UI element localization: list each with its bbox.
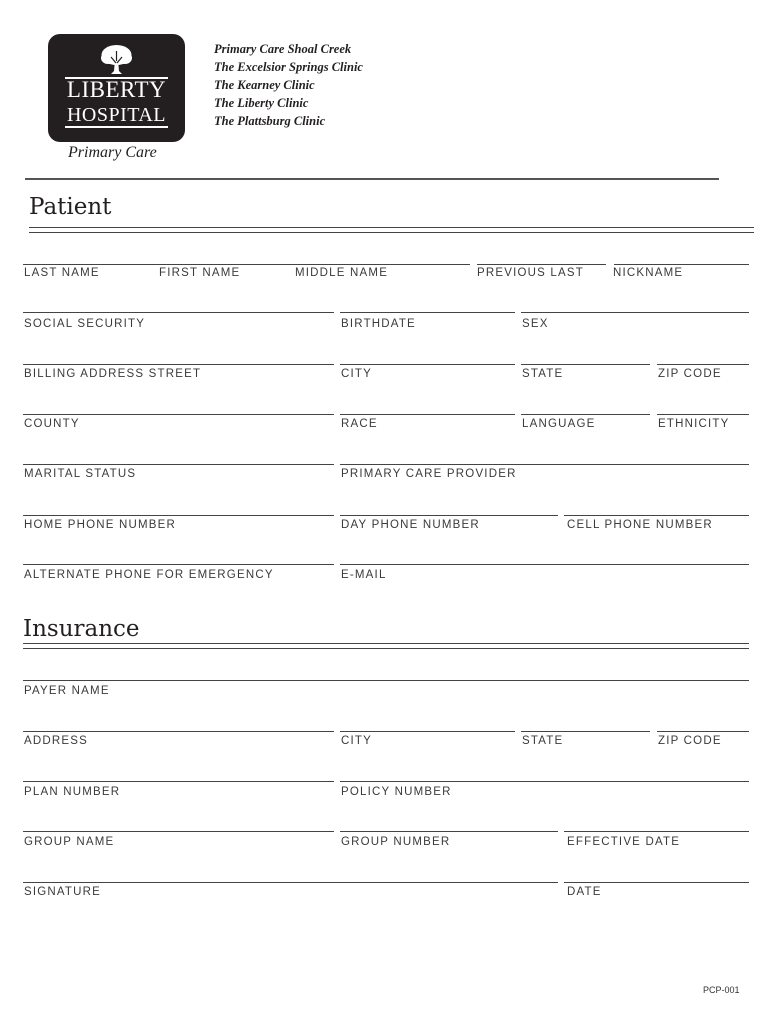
- ethnicity-label: ETHNICITY: [658, 418, 730, 430]
- group-name-field[interactable]: [23, 831, 334, 832]
- logo-line1: LIBERTY: [66, 77, 167, 102]
- name-field[interactable]: [23, 264, 470, 265]
- birthdate-label: BIRTHDATE: [341, 318, 416, 330]
- alternate-phone-label: ALTERNATE PHONE FOR EMERGENCY: [24, 569, 274, 581]
- insurance-state-label: STATE: [522, 735, 564, 747]
- day-phone-field[interactable]: [340, 515, 558, 516]
- clinic-item: The Kearney Clinic: [214, 78, 315, 92]
- city-field[interactable]: [340, 364, 515, 365]
- insurance-city-label: CITY: [341, 735, 372, 747]
- group-number-label: GROUP NUMBER: [341, 836, 451, 848]
- plan-number-label: PLAN NUMBER: [24, 786, 121, 798]
- clinic-item: The Liberty Clinic: [214, 96, 309, 110]
- alternate-phone-field[interactable]: [23, 564, 334, 565]
- insurance-state-field[interactable]: [521, 731, 650, 732]
- state-label: STATE: [522, 368, 564, 380]
- billing-street-label: BILLING ADDRESS STREET: [24, 368, 202, 380]
- primary-care-provider-label: PRIMARY CARE PROVIDER: [341, 468, 517, 480]
- zip-label: ZIP CODE: [658, 368, 722, 380]
- insurance-address-field[interactable]: [23, 731, 334, 732]
- marital-status-field[interactable]: [23, 464, 334, 465]
- previous-last-label: PREVIOUS LAST: [477, 267, 584, 279]
- effective-date-field[interactable]: [564, 831, 749, 832]
- insurance-city-field[interactable]: [340, 731, 515, 732]
- insurance-zip-field[interactable]: [657, 731, 749, 732]
- race-field[interactable]: [340, 414, 515, 415]
- insurance-section-title: Insurance: [23, 616, 140, 642]
- middle-name-label: MIDDLE NAME: [295, 267, 389, 279]
- insurance-title-rule: [23, 643, 749, 649]
- clinic-list: [214, 40, 363, 130]
- social-security-field[interactable]: [23, 312, 334, 313]
- last-name-label: LAST NAME: [24, 267, 100, 279]
- marital-status-label: MARITAL STATUS: [24, 468, 137, 480]
- sex-field[interactable]: [521, 312, 749, 313]
- logo-subtitle: Primary Care: [68, 144, 157, 161]
- logo-rule-bottom: [65, 126, 168, 128]
- birthdate-field[interactable]: [340, 312, 515, 313]
- billing-street-field[interactable]: [23, 364, 334, 365]
- group-number-field[interactable]: [340, 831, 558, 832]
- date-field[interactable]: [564, 882, 749, 883]
- home-phone-label: HOME PHONE NUMBER: [24, 519, 177, 531]
- social-security-label: SOCIAL SECURITY: [24, 318, 146, 330]
- cell-phone-field[interactable]: [564, 515, 749, 516]
- nickname-field[interactable]: [614, 264, 749, 265]
- plan-number-field[interactable]: [23, 781, 334, 782]
- county-field[interactable]: [23, 414, 334, 415]
- cell-phone-label: CELL PHONE NUMBER: [567, 519, 713, 531]
- liberty-hospital-logo: [48, 34, 185, 142]
- payer-name-field[interactable]: [23, 680, 749, 681]
- county-label: COUNTY: [24, 418, 80, 430]
- home-phone-field[interactable]: [23, 515, 334, 516]
- nickname-label: NICKNAME: [613, 267, 684, 279]
- state-field[interactable]: [521, 364, 650, 365]
- email-label: E-MAIL: [341, 569, 387, 581]
- zip-field[interactable]: [657, 364, 749, 365]
- signature-field[interactable]: [23, 882, 558, 883]
- clinic-item: Primary Care Shoal Creek: [214, 42, 352, 56]
- insurance-zip-label: ZIP CODE: [658, 735, 722, 747]
- previous-last-field[interactable]: [477, 264, 606, 265]
- language-label: LANGUAGE: [522, 418, 596, 430]
- insurance-address-label: ADDRESS: [24, 735, 88, 747]
- logo-line2: HOSPITAL: [66, 104, 167, 126]
- ethnicity-field[interactable]: [657, 414, 749, 415]
- language-field[interactable]: [521, 414, 650, 415]
- race-label: RACE: [341, 418, 378, 430]
- signature-label: SIGNATURE: [24, 886, 102, 898]
- first-name-label: FIRST NAME: [159, 267, 241, 279]
- policy-number-field[interactable]: [340, 781, 749, 782]
- policy-number-label: POLICY NUMBER: [341, 786, 452, 798]
- email-field[interactable]: [340, 564, 749, 565]
- group-name-label: GROUP NAME: [24, 836, 115, 848]
- payer-name-label: PAYER NAME: [24, 685, 110, 697]
- primary-care-provider-field[interactable]: [340, 464, 749, 465]
- clinic-item: The Plattsburg Clinic: [214, 114, 326, 128]
- city-label: CITY: [341, 368, 372, 380]
- sex-label: SEX: [522, 318, 549, 330]
- tree-icon: [98, 43, 135, 75]
- clinic-item: The Excelsior Springs Clinic: [214, 60, 363, 74]
- header-divider: [25, 178, 719, 180]
- patient-section-title: Patient: [29, 194, 112, 220]
- day-phone-label: DAY PHONE NUMBER: [341, 519, 480, 531]
- date-label: DATE: [567, 886, 602, 898]
- form-code: PCP-001: [703, 985, 740, 995]
- effective-date-label: EFFECTIVE DATE: [567, 836, 681, 848]
- patient-title-rule: [29, 227, 754, 233]
